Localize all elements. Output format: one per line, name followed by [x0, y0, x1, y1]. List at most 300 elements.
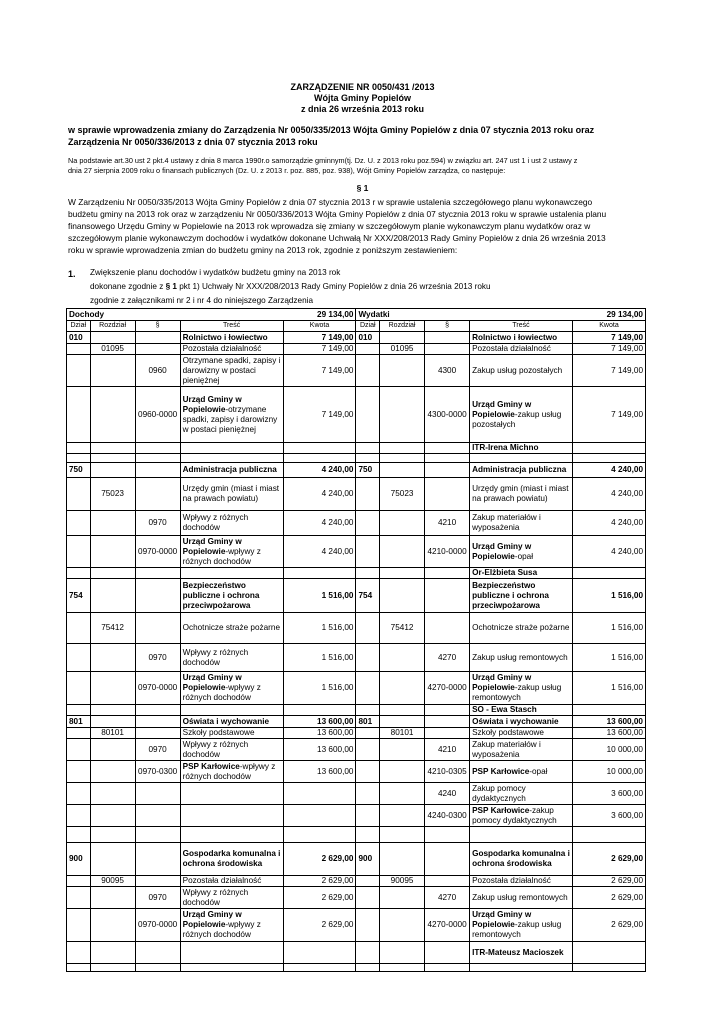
table-cell: 01095 — [90, 344, 135, 355]
table-cell — [180, 761, 283, 783]
table-cell: 0960-0000 — [135, 387, 180, 443]
table-row — [67, 716, 646, 728]
table-cell — [356, 613, 380, 644]
legal-basis: Na podstawie art.30 ust 2 pkt.4 ustawy z dnia 8 marca 1990r.o samorządzie gminnym(tj. Dz. U. z 2013 roku poz.594) w związku art. 247 ust 1 i ust 2 ustawy z dnia 27 sierpnia 2009 roku o finansach publicznych (Dz. U. z 2013 r. poz. 885, poz. 938), Wójt Gminy Popielów zarządza, co następuje: — [68, 156, 578, 175]
table-cell — [67, 536, 91, 568]
table-cell: Oświata i wychowanie — [180, 716, 283, 728]
table-cell — [67, 454, 91, 463]
table-cell: Ochotnicze straże pożarne — [470, 613, 573, 644]
cell-text: Urząd Gminy w Popielowie — [472, 673, 532, 692]
table-cell — [470, 387, 573, 443]
table-cell — [90, 355, 135, 387]
table-cell — [425, 579, 470, 613]
table-cell: 4210-0305 — [425, 761, 470, 783]
table-cell — [425, 454, 470, 463]
col-kwota: Kwota — [573, 321, 646, 332]
table-row — [67, 783, 646, 805]
table-row — [67, 579, 646, 613]
table-row — [67, 644, 646, 672]
table-cell — [425, 876, 470, 887]
table-cell — [380, 443, 425, 454]
table-cell — [573, 964, 646, 972]
item-line-3: zgodnie z załącznikami nr 2 i nr 4 do niniejszego Zarządzenia — [90, 296, 314, 305]
table-cell — [380, 887, 425, 909]
table-cell: 0970 — [135, 739, 180, 761]
table-cell — [67, 728, 91, 739]
table-cell: Bezpieczeństwo publiczne i ochrona przeciwpożarowa — [180, 579, 283, 613]
table-cell — [67, 443, 91, 454]
table-cell: Zakup usług remontowych — [470, 887, 573, 909]
table-cell — [90, 454, 135, 463]
table-cell — [135, 942, 180, 964]
table-cell — [470, 805, 573, 827]
table-cell — [67, 827, 91, 843]
table-cell — [180, 705, 283, 716]
table-cell: 4270 — [425, 887, 470, 909]
table-cell — [67, 909, 91, 942]
table-cell — [380, 463, 425, 478]
table-row — [67, 843, 646, 876]
table-cell — [90, 511, 135, 536]
table-cell — [380, 355, 425, 387]
table-cell: Administracja publiczna — [180, 463, 283, 478]
table-row — [67, 463, 646, 478]
table-cell: 754 — [67, 579, 91, 613]
table-cell — [283, 827, 356, 843]
table-cell — [283, 705, 356, 716]
table-cell: 900 — [67, 843, 91, 876]
table-cell — [425, 613, 470, 644]
table-cell — [356, 942, 380, 964]
table-cell: Szkoły podstawowe — [180, 728, 283, 739]
table-cell — [380, 843, 425, 876]
table-cell — [67, 805, 91, 827]
budget-changes-table — [66, 308, 646, 972]
table-cell: 75023 — [90, 478, 135, 511]
table-cell — [180, 783, 283, 805]
table-cell — [90, 761, 135, 783]
item-number: 1. — [68, 269, 76, 279]
cell-text: PSP Karłowice — [182, 761, 240, 771]
table-cell — [425, 942, 470, 964]
table-cell — [90, 443, 135, 454]
table-cell: Pozostała działalność — [180, 876, 283, 887]
table-cell — [356, 387, 380, 443]
table-row — [67, 876, 646, 887]
cell-text: -zakup usług remontowych — [472, 920, 562, 939]
table-cell — [90, 705, 135, 716]
table-cell: Wpływy z różnych dochodów — [180, 739, 283, 761]
table-cell: 7 149,00 — [283, 387, 356, 443]
table-cell — [380, 644, 425, 672]
table-cell — [90, 568, 135, 579]
table-cell — [67, 739, 91, 761]
table-cell — [135, 478, 180, 511]
item-line-1: Zwiększenie planu dochodów i wydatków budżetu gminy na 2013 rok — [90, 268, 341, 277]
table-cell — [67, 478, 91, 511]
table-cell — [425, 716, 470, 728]
table-cell — [380, 536, 425, 568]
table-cell — [380, 964, 425, 972]
table-cell — [135, 805, 180, 827]
table-cell — [135, 716, 180, 728]
table-cell — [470, 827, 573, 843]
table-cell — [425, 843, 470, 876]
table-cell: 4210 — [425, 511, 470, 536]
table-cell — [425, 332, 470, 344]
table-cell: 2 629,00 — [283, 843, 356, 876]
table-cell — [425, 568, 470, 579]
table-cell: Zakup materiałów i wyposażenia — [470, 511, 573, 536]
table-cell: 4 240,00 — [573, 463, 646, 478]
table-cell — [356, 964, 380, 972]
table-row — [67, 511, 646, 536]
table-cell — [90, 536, 135, 568]
table-cell: 750 — [67, 463, 91, 478]
table-cell — [180, 827, 283, 843]
table-cell — [90, 964, 135, 972]
table-cell: 75023 — [380, 478, 425, 511]
table-cell — [356, 344, 380, 355]
table-cell: 13 600,00 — [573, 728, 646, 739]
table-cell: 1 516,00 — [283, 613, 356, 644]
table-cell — [425, 827, 470, 843]
table-cell — [425, 443, 470, 454]
table-cell: 4300 — [425, 355, 470, 387]
table-cell: Rolnictwo i łowiectwo — [180, 332, 283, 344]
table-cell — [90, 332, 135, 344]
table-cell — [425, 344, 470, 355]
table-cell — [67, 672, 91, 705]
table-cell — [356, 511, 380, 536]
table-cell — [135, 728, 180, 739]
table-cell — [135, 705, 180, 716]
table-cell: 13 600,00 — [283, 739, 356, 761]
table-cell — [67, 876, 91, 887]
document-date: z dnia 26 września 2013 roku — [300, 104, 425, 114]
table-cell: 0970 — [135, 511, 180, 536]
table-cell: 1 516,00 — [283, 579, 356, 613]
table-cell: 4210 — [425, 739, 470, 761]
table-cell — [135, 964, 180, 972]
table-cell — [380, 454, 425, 463]
table-cell — [67, 568, 91, 579]
cell-text: Urząd Gminy w Popielowie — [182, 394, 242, 414]
table-cell: 80101 — [90, 728, 135, 739]
cell-text: Urząd Gminy w Popielowie — [472, 399, 532, 419]
table-row — [67, 964, 646, 972]
table-cell — [573, 443, 646, 454]
table-cell: 4270-0000 — [425, 672, 470, 705]
table-cell: 7 149,00 — [283, 355, 356, 387]
cell-text: Urząd Gminy w Popielowie — [472, 910, 532, 929]
table-cell — [425, 728, 470, 739]
table-cell: 750 — [356, 463, 380, 478]
table-row — [67, 387, 646, 443]
table-cell — [67, 644, 91, 672]
table-cell: 4210-0000 — [425, 536, 470, 568]
table-cell: Gospodarka komunalna i ochrona środowiska — [180, 843, 283, 876]
table-cell: 7 149,00 — [573, 387, 646, 443]
table-cell — [356, 805, 380, 827]
table-cell: Otrzymane spadki, zapisy i darowizny w postaci pieniężnej — [180, 355, 283, 387]
table-cell — [180, 672, 283, 705]
table-row — [67, 827, 646, 843]
table-cell — [356, 827, 380, 843]
table-cell — [356, 443, 380, 454]
table-cell — [90, 739, 135, 761]
table-cell: Pozostała działalność — [470, 344, 573, 355]
responsible-person: SO - Ewa Stasch — [470, 705, 573, 716]
cell-text: -wpływy z różnych dochodów — [182, 683, 261, 702]
table-cell — [573, 942, 646, 964]
table-cell: Rolnictwo i łowiectwo — [470, 332, 573, 344]
table-row — [67, 805, 646, 827]
table-cell: 0970 — [135, 644, 180, 672]
table-row — [67, 761, 646, 783]
table-cell — [283, 443, 356, 454]
cell-text: -zakup pomocy dydaktycznych — [472, 805, 557, 825]
table-cell — [135, 579, 180, 613]
table-row — [67, 887, 646, 909]
table-cell: 900 — [356, 843, 380, 876]
col-dzial: Dział — [356, 321, 380, 332]
table-cell: 4270 — [425, 644, 470, 672]
table-cell — [67, 344, 91, 355]
cell-text: -wpływy z różnych dochodów — [182, 920, 261, 939]
document-subject: w sprawie wprowadzenia zmiany do Zarządzenia Nr 0050/335/2013 Wójta Gminy Popielów z dnia 07 stycznia 2013 roku oraz Zarządzenia Nr 0050/336/2013 z dnia 07 stycznia 2013 roku — [68, 125, 595, 147]
cell-text: Urząd Gminy w Popielowie — [182, 673, 242, 692]
table-cell — [180, 387, 283, 443]
income-label: Dochody — [67, 309, 284, 321]
table-cell — [425, 705, 470, 716]
table-cell: 2 629,00 — [573, 876, 646, 887]
responsible-person: Or-Elżbieta Susa — [470, 568, 573, 579]
table-cell: Urzędy gmin (miast i miast na prawach powiatu) — [470, 478, 573, 511]
table-cell: 801 — [67, 716, 91, 728]
table-row — [67, 568, 646, 579]
body-paragraph: W Zarządzeniu Nr 0050/335/2013 Wójta Gminy Popielów z dnia 07 stycznia 2013 r w sprawie ustalenia szczegółowego planu wykonawczego budżetu gminy na 2013 rok oraz w zarządzeniu Nr 0050/336/2013 Wójta Gminy Popielów z dnia 07 stycznia 2013 roku w sprawie ustalenia planu finansowego Urzędu Gminy w Popielowie na 2013 rok wprowadza się zmiany w szczegółowym planie wykonawczym planu wydatków oraz w szczegółowym planie wykonawczym dochodów i wydatków dokonane Uchwałą Nr XXX/208/2013 Rady Gminy Popielów z dnia 26 września 2013 roku w sprawie wprowadzenia zmian do budżetu gminy na 2013 rok, zgodnie z poniższym zestawieniem: — [68, 197, 607, 255]
table-cell — [67, 942, 91, 964]
cell-text: PSP Karłowice — [472, 805, 530, 815]
table-row — [67, 344, 646, 355]
table-cell — [67, 887, 91, 909]
table-cell: Wpływy z różnych dochodów — [180, 644, 283, 672]
table-cell: 1 516,00 — [573, 672, 646, 705]
table-cell: Zakup pomocy dydaktycznych — [470, 783, 573, 805]
table-cell: 80101 — [380, 728, 425, 739]
table-cell — [380, 909, 425, 942]
table-cell — [380, 942, 425, 964]
table-cell: 0970 — [135, 887, 180, 909]
table-cell: 4 240,00 — [283, 536, 356, 568]
table-row — [67, 672, 646, 705]
table-cell: 90095 — [380, 876, 425, 887]
table-cell — [283, 568, 356, 579]
table-cell — [356, 887, 380, 909]
cell-text: -otrzymane spadki, zapisy i darowizny w postaci pieniężnej — [182, 404, 278, 434]
table-cell — [90, 387, 135, 443]
table-cell: 4240 — [425, 783, 470, 805]
table-cell — [470, 909, 573, 942]
table-cell — [67, 355, 91, 387]
table-cell: Oświata i wychowanie — [470, 716, 573, 728]
table-cell — [90, 644, 135, 672]
table-row — [67, 613, 646, 644]
table-cell: 4300-0000 — [425, 387, 470, 443]
table-cell — [180, 805, 283, 827]
table-cell — [356, 728, 380, 739]
table-cell: 7 149,00 — [573, 344, 646, 355]
table-cell: 4 240,00 — [573, 478, 646, 511]
table-cell — [67, 761, 91, 783]
table-row — [67, 454, 646, 463]
table-cell: 2 629,00 — [573, 887, 646, 909]
table-cell — [470, 454, 573, 463]
table-cell: 3 600,00 — [573, 805, 646, 827]
table-cell — [470, 964, 573, 972]
col-rozdzial: Rozdział — [90, 321, 135, 332]
table-cell — [573, 454, 646, 463]
cell-text: PSP Karłowice — [472, 766, 530, 776]
table-row — [67, 942, 646, 964]
table-cell: 0970-0000 — [135, 536, 180, 568]
table-cell — [380, 783, 425, 805]
table-cell — [135, 332, 180, 344]
table-cell — [356, 644, 380, 672]
cell-text: Urząd Gminy w Popielowie — [472, 541, 532, 561]
table-cell — [380, 568, 425, 579]
col-paragraf: § — [425, 321, 470, 332]
table-cell — [135, 454, 180, 463]
table-cell: Szkoły podstawowe — [470, 728, 573, 739]
table-cell — [380, 387, 425, 443]
table-cell: 4270-0000 — [425, 909, 470, 942]
col-dzial: Dział — [67, 321, 91, 332]
table-cell: 4240-0300 — [425, 805, 470, 827]
cell-text: Urząd Gminy w Popielowie — [182, 910, 242, 929]
table-cell: 01095 — [380, 344, 425, 355]
table-cell — [356, 761, 380, 783]
table-cell: 4 240,00 — [573, 536, 646, 568]
table-header-row — [67, 321, 646, 332]
table-cell — [380, 827, 425, 843]
table-cell — [380, 332, 425, 344]
table-cell — [67, 511, 91, 536]
table-cell: 13 600,00 — [283, 716, 356, 728]
table-cell — [380, 705, 425, 716]
table-cell — [67, 613, 91, 644]
table-row — [67, 478, 646, 511]
col-paragraf: § — [135, 321, 180, 332]
table-cell: 7 149,00 — [573, 355, 646, 387]
table-cell: 2 629,00 — [283, 887, 356, 909]
table-cell: 0970-0300 — [135, 761, 180, 783]
table-cell — [135, 876, 180, 887]
table-cell: 0970-0000 — [135, 909, 180, 942]
table-row — [67, 355, 646, 387]
col-rozdzial: Rozdział — [380, 321, 425, 332]
table-cell — [573, 705, 646, 716]
table-cell — [380, 672, 425, 705]
table-cell: 4 240,00 — [283, 511, 356, 536]
table-cell — [573, 568, 646, 579]
table-cell: 10 000,00 — [573, 761, 646, 783]
table-cell: 13 600,00 — [283, 728, 356, 739]
table-cell — [380, 579, 425, 613]
table-cell — [90, 843, 135, 876]
cell-text: -opał — [514, 551, 534, 561]
table-cell — [283, 942, 356, 964]
table-cell — [180, 942, 283, 964]
table-cell: 13 600,00 — [573, 716, 646, 728]
table-summary-row — [67, 309, 646, 321]
table-cell — [425, 964, 470, 972]
table-cell — [356, 705, 380, 716]
table-cell — [380, 716, 425, 728]
table-cell: 801 — [356, 716, 380, 728]
table-cell: Zakup usług remontowych — [470, 644, 573, 672]
col-kwota: Kwota — [283, 321, 356, 332]
table-cell: Gospodarka komunalna i ochrona środowiska — [470, 843, 573, 876]
table-cell — [380, 511, 425, 536]
table-cell: 90095 — [90, 876, 135, 887]
table-cell — [283, 805, 356, 827]
table-cell — [425, 478, 470, 511]
table-cell — [135, 463, 180, 478]
table-cell — [180, 454, 283, 463]
item-line-2: dokonane zgodnie z § 1 pkt 1) Uchwały Nr XXX/208/2013 Rady Gminy Popielów z dnia 26 września 2013 roku — [90, 282, 491, 291]
table-cell — [380, 761, 425, 783]
table-cell: Pozostała działalność — [180, 344, 283, 355]
table-cell: 2 629,00 — [573, 909, 646, 942]
table-cell — [356, 355, 380, 387]
table-cell: Wpływy z różnych dochodów — [180, 887, 283, 909]
table-cell — [356, 783, 380, 805]
table-cell: 75412 — [90, 613, 135, 644]
table-row — [67, 443, 646, 454]
document-issuer: Wójta Gminy Popielów — [313, 93, 411, 103]
table-cell — [180, 568, 283, 579]
table-cell: 13 600,00 — [283, 761, 356, 783]
table-cell — [67, 783, 91, 805]
table-cell: Zakup usług pozostałych — [470, 355, 573, 387]
table-cell — [380, 739, 425, 761]
table-cell — [90, 783, 135, 805]
table-cell — [90, 909, 135, 942]
table-cell — [283, 454, 356, 463]
table-cell: 3 600,00 — [573, 783, 646, 805]
table-cell — [180, 909, 283, 942]
table-cell: Urzędy gmin (miast i miast na prawach powiatu) — [180, 478, 283, 511]
table-cell — [90, 579, 135, 613]
table-cell: 4 240,00 — [283, 478, 356, 511]
table-cell — [90, 463, 135, 478]
table-cell — [90, 887, 135, 909]
table-cell — [135, 843, 180, 876]
table-cell — [90, 672, 135, 705]
table-cell: Zakup materiałów i wyposażenia — [470, 739, 573, 761]
table-cell: 2 629,00 — [283, 909, 356, 942]
table-cell — [67, 387, 91, 443]
table-cell — [470, 672, 573, 705]
table-cell — [90, 827, 135, 843]
table-cell — [356, 536, 380, 568]
table-cell: 4 240,00 — [283, 463, 356, 478]
table-cell — [90, 942, 135, 964]
table-cell — [283, 783, 356, 805]
table-cell — [135, 783, 180, 805]
